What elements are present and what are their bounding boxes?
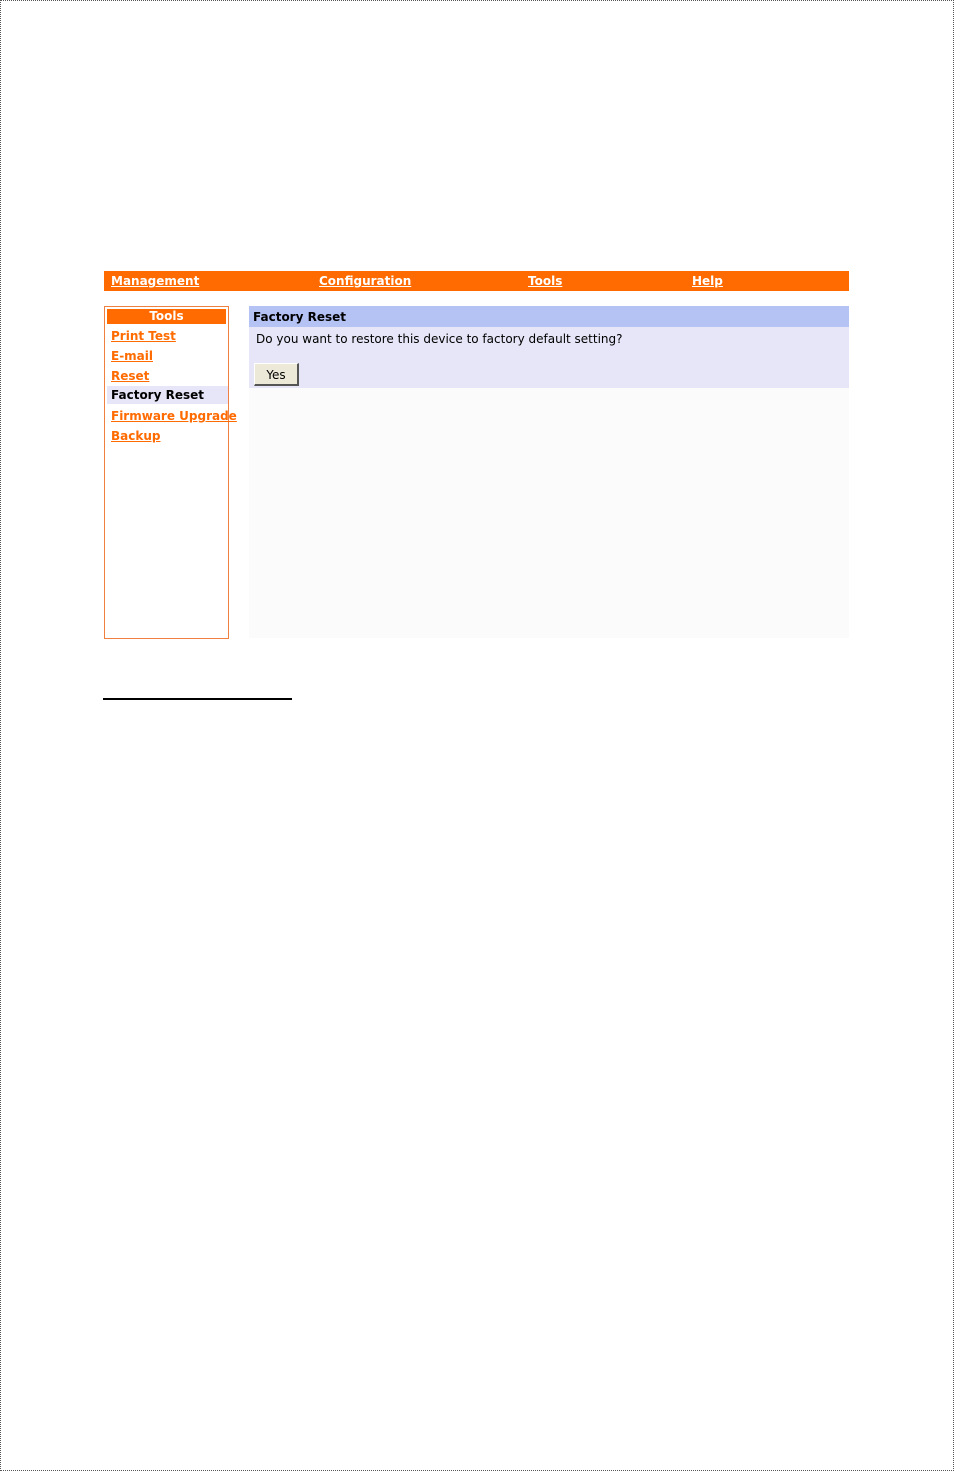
sidebar-item-label[interactable]: Reset xyxy=(111,369,150,383)
top-navigation-bar xyxy=(104,271,849,291)
page-title-bar xyxy=(249,306,849,327)
tools-sidebar xyxy=(104,306,237,639)
yes-button[interactable]: Yes xyxy=(254,363,299,386)
sidebar-item-factory-reset[interactable] xyxy=(107,386,228,404)
sidebar-item-reset[interactable] xyxy=(107,367,228,385)
sidebar-item-print-test[interactable] xyxy=(107,327,228,345)
sidebar-item-label[interactable]: Backup xyxy=(111,429,161,443)
sidebar-item-email[interactable] xyxy=(107,347,228,365)
main-content xyxy=(249,306,849,638)
nav-configuration-link[interactable]: Configuration xyxy=(319,274,412,288)
confirmation-question: Do you want to restore this device to factory default setting? xyxy=(256,332,623,346)
divider-line xyxy=(103,698,292,700)
nav-help-link[interactable]: Help xyxy=(692,274,723,288)
sidebar-header: Tools xyxy=(107,309,226,324)
nav-management-link[interactable]: Management xyxy=(111,274,200,288)
sidebar-item-firmware-upgrade[interactable] xyxy=(107,407,237,425)
sidebar-item-label[interactable]: E-mail xyxy=(111,349,154,363)
sidebar-item-backup[interactable] xyxy=(107,427,228,445)
sidebar-item-label: Factory Reset xyxy=(111,388,204,402)
sidebar-item-label[interactable]: Print Test xyxy=(111,329,176,343)
factory-reset-panel xyxy=(249,327,849,388)
page-title: Factory Reset xyxy=(253,310,346,324)
nav-tools-link[interactable]: Tools xyxy=(528,274,563,288)
sidebar-item-label[interactable]: Firmware Upgrade xyxy=(111,409,237,423)
